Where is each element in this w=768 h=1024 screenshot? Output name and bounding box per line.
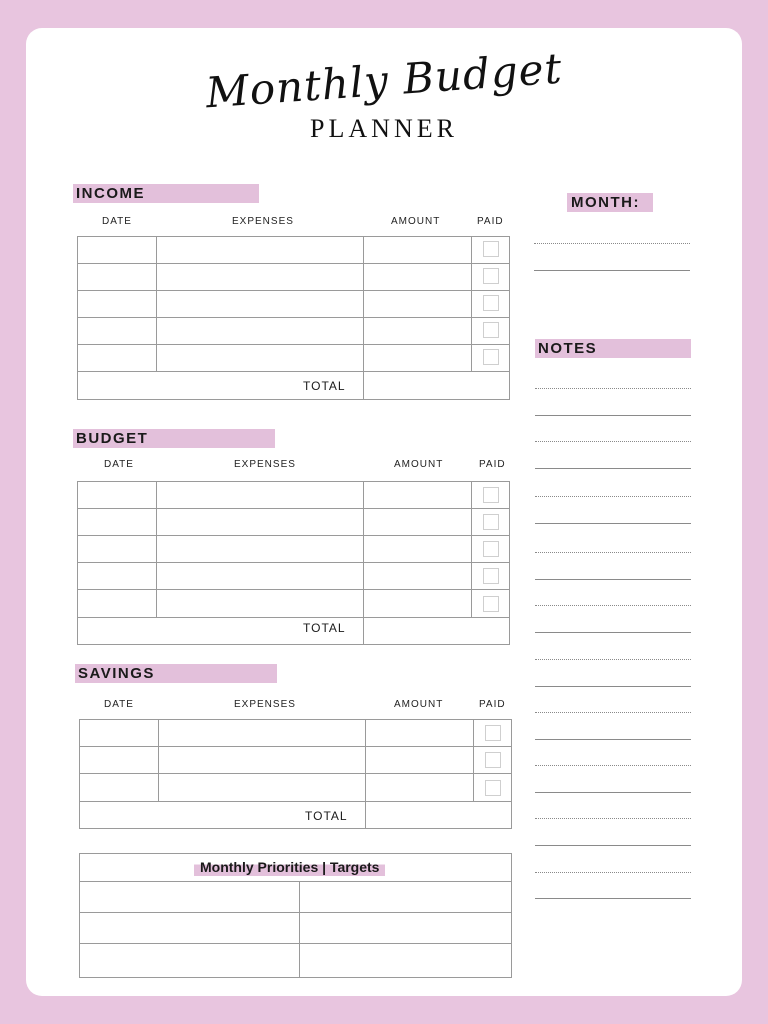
income-paid-checkbox[interactable] bbox=[483, 322, 499, 338]
budget-col-amount: AMOUNT bbox=[394, 459, 444, 470]
budget-col-paid: PAID bbox=[479, 459, 506, 470]
notes-line[interactable] bbox=[535, 388, 691, 389]
month-line[interactable] bbox=[534, 270, 690, 271]
savings-table bbox=[79, 719, 512, 829]
budget-total-label: TOTAL bbox=[303, 621, 346, 635]
notes-line[interactable] bbox=[535, 845, 691, 846]
budget-paid-checkbox[interactable] bbox=[483, 541, 499, 557]
income-paid-checkbox[interactable] bbox=[483, 295, 499, 311]
savings-paid-checkbox[interactable] bbox=[485, 725, 501, 741]
income-label: INCOME bbox=[76, 185, 145, 202]
notes-line[interactable] bbox=[535, 605, 691, 606]
notes-line[interactable] bbox=[535, 898, 691, 899]
priorities-label: Monthly Priorities | Targets bbox=[194, 858, 385, 876]
savings-col-expenses: EXPENSES bbox=[234, 699, 296, 710]
savings-total-label: TOTAL bbox=[305, 809, 348, 823]
notes-line[interactable] bbox=[535, 468, 691, 469]
savings-label: SAVINGS bbox=[78, 665, 155, 682]
notes-line[interactable] bbox=[535, 792, 691, 793]
notes-line[interactable] bbox=[535, 579, 691, 580]
savings-col-amount: AMOUNT bbox=[394, 699, 444, 710]
income-paid-checkbox[interactable] bbox=[483, 241, 499, 257]
notes-line[interactable] bbox=[535, 712, 691, 713]
notes-line[interactable] bbox=[535, 441, 691, 442]
month-line[interactable] bbox=[534, 243, 690, 244]
notes-line[interactable] bbox=[535, 818, 691, 819]
budget-paid-checkbox[interactable] bbox=[483, 596, 499, 612]
savings-col-paid: PAID bbox=[479, 699, 506, 710]
income-table bbox=[77, 236, 510, 400]
notes-line[interactable] bbox=[535, 552, 691, 553]
notes-line[interactable] bbox=[535, 739, 691, 740]
savings-col-date: DATE bbox=[104, 699, 134, 710]
income-total-label: TOTAL bbox=[303, 379, 346, 393]
income-paid-checkbox[interactable] bbox=[483, 268, 499, 284]
notes-line[interactable] bbox=[535, 632, 691, 633]
budget-col-expenses: EXPENSES bbox=[234, 459, 296, 470]
notes-line[interactable] bbox=[535, 872, 691, 873]
title-script: Monthly Budget bbox=[204, 43, 564, 118]
budget-label: BUDGET bbox=[76, 430, 149, 447]
income-col-paid: PAID bbox=[477, 216, 504, 227]
savings-paid-checkbox[interactable] bbox=[485, 752, 501, 768]
income-col-amount: AMOUNT bbox=[391, 216, 441, 227]
budget-paid-checkbox[interactable] bbox=[483, 514, 499, 530]
month-label: MONTH: bbox=[571, 194, 640, 211]
budget-col-date: DATE bbox=[104, 459, 134, 470]
notes-line[interactable] bbox=[535, 415, 691, 416]
notes-line[interactable] bbox=[535, 686, 691, 687]
notes-label: NOTES bbox=[538, 340, 598, 357]
income-paid-checkbox[interactable] bbox=[483, 349, 499, 365]
notes-line[interactable] bbox=[535, 765, 691, 766]
budget-paid-checkbox[interactable] bbox=[483, 487, 499, 503]
savings-paid-checkbox[interactable] bbox=[485, 780, 501, 796]
title-planner: PLANNER bbox=[310, 114, 458, 143]
notes-line[interactable] bbox=[535, 659, 691, 660]
income-col-date: DATE bbox=[102, 216, 132, 227]
budget-paid-checkbox[interactable] bbox=[483, 568, 499, 584]
income-col-expenses: EXPENSES bbox=[232, 216, 294, 227]
notes-line[interactable] bbox=[535, 523, 691, 524]
notes-line[interactable] bbox=[535, 496, 691, 497]
budget-table bbox=[77, 481, 510, 645]
